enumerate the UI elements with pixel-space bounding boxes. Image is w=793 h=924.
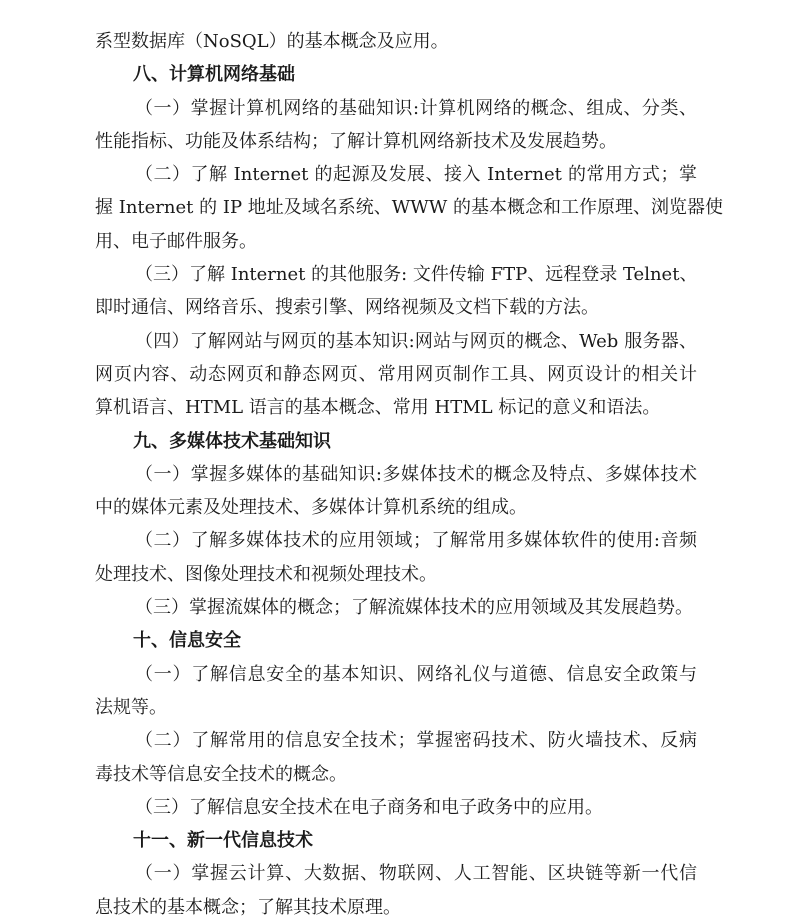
heading-text: 十一、新一代信息技术 (133, 830, 313, 852)
section-heading (95, 824, 697, 857)
text-line: （一）了解信息安全的基本知识、网络礼仪与道德、信息安全政策与 (135, 663, 697, 685)
text-line: 即时通信、网络音乐、搜索引擎、网络视频及文档下载的方法。 (95, 297, 599, 319)
text-line: 处理技术、图像处理技术和视频处理技术。 (95, 563, 437, 585)
text-line: （四）了解网站与网页的基本知识:网站与网页的概念、Web 服务器、 (135, 330, 697, 352)
paragraph (95, 92, 697, 159)
text-line: 握 Internet 的 IP 地址及域名系统、WWW 的基本概念和工作原理、浏览器使 (95, 197, 724, 219)
text-line: 用、电子邮件服务。 (95, 230, 257, 252)
paragraph (95, 658, 697, 725)
text-line: （一）掌握多媒体的基础知识:多媒体技术的概念及特点、多媒体技术 (135, 463, 697, 485)
text-line: 网页内容、动态网页和静态网页、常用网页制作工具、网页设计的相关计 (95, 363, 697, 385)
document-page (95, 25, 724, 924)
paragraph (95, 857, 697, 924)
text-line: 性能指标、功能及体系结构；了解计算机网络新技术及发展趋势。 (95, 130, 617, 152)
text-line: 系型数据库（NoSQL）的基本概念及应用。 (95, 31, 449, 52)
paragraph (95, 458, 697, 525)
text-line: 息技术的基本概念；了解其技术原理。 (95, 896, 401, 918)
text-line: （一）掌握计算机网络的基础知识:计算机网络的概念、组成、分类、 (135, 97, 697, 119)
text-line: （三）了解信息安全技术在电子商务和电子政务中的应用。 (135, 796, 603, 818)
paragraph (95, 325, 697, 425)
paragraph (95, 791, 697, 824)
heading-text: 八、计算机网络基础 (133, 64, 295, 86)
text-line: 算机语言、HTML 语言的基本概念、常用 HTML 标记的意义和语法。 (95, 397, 661, 419)
heading-text: 九、多媒体技术基础知识 (133, 430, 331, 452)
text-line: （三）掌握流媒体的概念；了解流媒体技术的应用领域及其发展趋势。 (135, 597, 693, 619)
section-heading (95, 425, 697, 458)
text-line: （二）了解 Internet 的起源及发展、接入 Internet 的常用方式；掌 (135, 164, 697, 186)
paragraph (95, 591, 697, 624)
heading-text: 十、信息安全 (133, 630, 241, 652)
paragraph (95, 158, 724, 258)
text-line: （二）了解常用的信息安全技术；掌握密码技术、防火墙技术、反病 (135, 730, 697, 752)
section-heading (95, 58, 697, 91)
text-line: （一）掌握云计算、大数据、物联网、人工智能、区块链等新一代信 (135, 863, 697, 885)
text-line: 法规等。 (95, 696, 167, 718)
text-line: （二）了解多媒体技术的应用领域；了解常用多媒体软件的使用:音频 (135, 530, 697, 552)
text-line: （三）了解 Internet 的其他服务: 文件传输 FTP、远程登录 Telnet、 (135, 264, 698, 286)
paragraph (95, 258, 697, 325)
text-line: 毒技术等信息安全技术的概念。 (95, 763, 347, 785)
paragraph (95, 724, 697, 791)
section-heading (95, 624, 697, 657)
paragraph (95, 524, 697, 591)
text-line: 中的媒体元素及处理技术、多媒体计算机系统的组成。 (95, 497, 527, 519)
paragraph (95, 25, 697, 58)
